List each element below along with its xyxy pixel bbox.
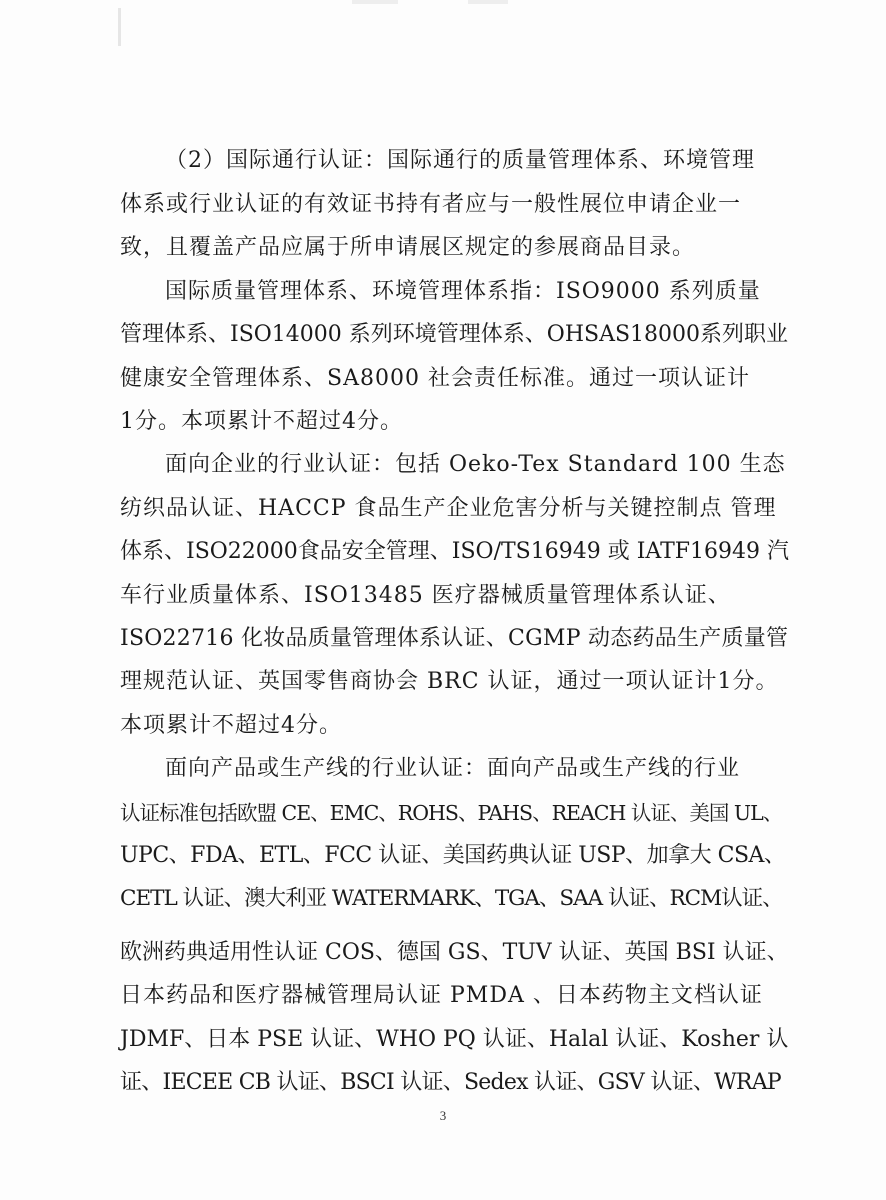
text-line: 日本药品和医疗器械管理局认证 PMDA 、日本药物主文档认证	[120, 983, 763, 1008]
text-line: 欧洲药典适用性认证 COS、德国 GS、TUV 认证、英国 BSI 认证、	[120, 940, 789, 965]
text-line: ISO22716 化妆品质量管理体系认证、CGMP 动态药品生产质量管	[120, 626, 789, 651]
text-line: 证、IECEE CB 认证、BSCI 认证、Sedex 认证、GSV 认证、WRAP	[120, 1070, 781, 1095]
text-line: （2）国际通行认证：国际通行的质量管理体系、环境管理	[165, 148, 755, 173]
text-line: 国际质量管理体系、环境管理体系指：ISO9000 系列质量	[165, 279, 761, 304]
text-line: CETL 认证、澳大利亚 WATERMARK、TGA、SAA 认证、RCM认证、	[120, 886, 783, 911]
text-line: JDMF、日本 PSE 认证、WHO PQ 认证、Halal 认证、Kosher 认	[120, 1027, 789, 1052]
text-line: 管理体系、ISO14000 系列环境管理体系、OHSAS18000系列职业	[120, 322, 789, 347]
text-line: 面向产品或生产线的行业认证：面向产品或生产线的行业	[165, 756, 741, 781]
text-line: 健康安全管理体系、SA8000 社会责任标准。通过一项认证计	[120, 366, 750, 391]
text-line: 本项累计不超过4分。	[120, 713, 342, 738]
text-line: UPC、FDA、ETL、FCC 认证、美国药典认证 USP、加拿大 CSA、	[120, 843, 786, 868]
scan-artifact	[118, 8, 121, 46]
text-line: 车行业质量体系、ISO13485 医疗器械质量管理体系认证、	[120, 583, 731, 608]
scan-artifact	[352, 0, 398, 4]
scan-artifact	[468, 0, 508, 4]
text-line: 理规范认证、英国零售商协会 BRC 认证，通过一项认证计1分。	[120, 669, 779, 694]
text-line: 纺织品认证、HACCP 食品生产企业危害分析与关键控制点 管理	[120, 496, 777, 521]
text-line: 体系或行业认证的有效证书持有者应与一般性展位申请企业一	[120, 192, 742, 217]
text-line: 致，且覆盖产品应属于所申请展区规定的参展商品目录。	[120, 235, 696, 260]
text-line: 认证标准包括欧盟 CE、EMC、ROHS、PAHS、REACH 认证、美国 UL、	[120, 801, 783, 825]
text-line: 1分。本项累计不超过4分。	[120, 409, 403, 434]
page-number: 3	[439, 1108, 447, 1123]
text-line: 体系、ISO22000食品安全管理、ISO/TS16949 或 IATF16949 汽	[120, 539, 790, 564]
text-line: 面向企业的行业认证：包括 Oeko-Tex Standard 100 生态	[165, 452, 786, 477]
